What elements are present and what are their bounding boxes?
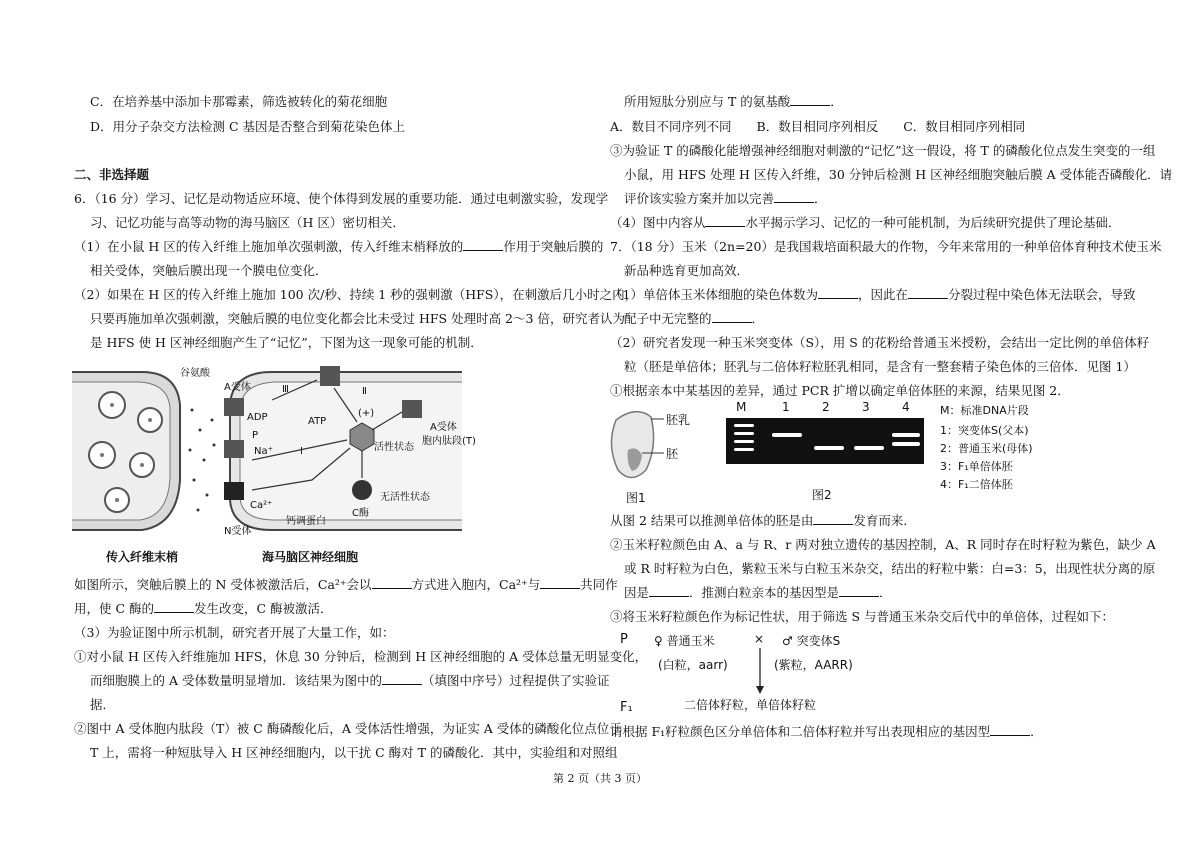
text-segment: 因是 — [624, 585, 650, 600]
answer-blank — [790, 94, 830, 106]
cross-times: × — [754, 632, 765, 646]
cross-male-genotype: (紫粒，AARR) — [774, 658, 853, 672]
section-heading: 二、非选择题 — [74, 167, 150, 182]
r-part3-line2: 小鼠，用 HFS 处理 H 区传入纤维，30 分钟后检测 H 区神经细胞突触后膜 A 受体能否磷酸化．请 — [624, 167, 1173, 182]
answer-blank — [990, 724, 1030, 736]
label-a-receptor: A受体 — [224, 382, 251, 393]
q7-part2-line3: ①根据亲本中某基因的差异，通过 PCR 扩增以确定单倍体胚的来源，结果见图 2． — [610, 383, 1070, 398]
text-segment: 方式进入胞内，Ca²⁺与 — [411, 577, 541, 592]
text-segment: 发生改变，C 酶被激活． — [194, 601, 333, 616]
text-segment: ． — [1030, 724, 1043, 739]
label-atp: ATP — [308, 416, 327, 427]
synapse-mechanism-figure — [72, 360, 476, 570]
cross-female-genotype: (白粒，aarr) — [658, 658, 728, 672]
marker-band — [734, 440, 754, 443]
lane-label-1: 1 — [782, 400, 790, 414]
q6-part3-2-line1: ②图中 A 受体胞内肽段（T）被 C 酶磷酸化后，A 受体活性增强，为证实 A 受体的磷酸化位点位于 — [74, 721, 622, 736]
caption-presynaptic: 传入纤维末梢 — [106, 550, 179, 564]
gel-legend-m: M：标准DNA片段 — [940, 404, 1029, 417]
label-process-i: Ⅰ — [300, 446, 303, 457]
label-endosperm: 胚乳 — [666, 413, 691, 427]
label-embryo: 胚 — [666, 447, 679, 461]
q7-color-line2: 或 R 时籽粒为白色，紫粒玉米与白粒玉米杂交，结出的籽粒中紫：白=3：5，出现性状分离的原 — [624, 561, 1156, 576]
figure-2-gel — [722, 398, 1142, 506]
answer-blank — [372, 577, 412, 589]
q6-part1-line2: 相关受体，突触后膜出现一个膜电位变化． — [90, 263, 328, 278]
answer-blank — [649, 585, 689, 597]
label-phosphate: P — [252, 430, 259, 441]
q6-part3-1-line3: 据． — [90, 697, 116, 712]
text-segment: 配子中无完整的 — [624, 311, 712, 326]
cross-p-label: P — [620, 632, 628, 647]
q6-part3-1-line1: ①对小鼠 H 区传入纤维施加 HFS，休息 30 分钟后，检测到 H 区神经细胞的 A 受体总量无明显变化， — [74, 649, 648, 664]
cross-f1-result: 二倍体籽粒，单倍体籽粒 — [684, 698, 817, 712]
label-inactive: 无活性状态 — [380, 492, 430, 503]
gel-legend-1: 1：突变体S(父本) — [940, 424, 1029, 437]
q6-part3: （3）为验证图中所示机制，研究者开展了大量工作，如： — [74, 625, 395, 640]
answer-blank — [705, 215, 745, 227]
q7-part2-line2: 粒（胚是单倍体；胚乳与二倍体籽粒胚乳相同，是含有一整套精子染色体的三倍体．见图 1） — [624, 359, 1136, 374]
label-n-receptor: N受体 — [224, 526, 252, 537]
figure-2-caption: 图2 — [812, 488, 832, 502]
lane2-band — [814, 446, 844, 450]
label-glutamate: 谷氨酸 — [180, 368, 210, 379]
text-segment: 用，使 C 酶的 — [74, 601, 155, 616]
option-d: D．用分子杂交方法检测 C 基因是否整合到菊花染色体上 — [90, 119, 406, 134]
label-process-iii: Ⅲ — [282, 384, 289, 395]
q6-answer-line1 — [74, 577, 618, 593]
q6-part2-line3: 是 HFS 使 H 区神经细胞产生了“记忆”，下图为这一现象可能的机制． — [90, 335, 483, 350]
label-peptide-t: 胞内肽段(T) — [422, 436, 476, 447]
q7-last-line — [610, 724, 1043, 740]
answer-blank — [908, 287, 948, 299]
q7-part2-line1: （2）研究者发现一种玉米突变体（S），用 S 的花粉给普通玉米授粉，会结出一定比例的单倍体籽 — [610, 335, 1150, 350]
r-line1 — [624, 94, 843, 110]
text-segment: ． — [830, 94, 843, 109]
text-segment: 发育而来． — [853, 513, 916, 528]
answer-blank — [774, 191, 814, 203]
answer-blank — [839, 585, 879, 597]
answer-blank — [463, 239, 503, 251]
gel-legend-2: 2：普通玉米(母体) — [940, 442, 1033, 455]
text-segment: （4）图中内容从 — [610, 215, 706, 230]
answer-blank — [382, 673, 422, 685]
page-footer: 第 2 页（共 3 页） — [553, 772, 647, 785]
r-part3-line3 — [624, 191, 827, 207]
answer-blank — [154, 601, 194, 613]
kernel-drawing — [606, 405, 706, 485]
q6-part3-2-line2: T 上，需将一种短肽导入 H 区神经细胞内，以干扰 C 酶对 T 的磷酸化．其中，实验组和对照组 — [90, 745, 618, 760]
gel-legend-3: 3：F₁单倍体胚 — [940, 460, 1013, 473]
answer-blank — [818, 287, 858, 299]
r-options: A．数目不同序列不同 B．数目相同序列相反 C．数目相同序列相同 — [610, 119, 1026, 134]
q6-stem-line2: 习、记忆功能与高等动物的海马脑区（H 区）密切相关． — [90, 215, 405, 230]
label-a-receptor-2: A受体 — [430, 422, 457, 433]
q7-color-line3 — [624, 585, 892, 601]
text-segment: 所用短肽分别应与 T 的氨基酸 — [624, 94, 791, 109]
lane4-band-upper — [892, 433, 920, 437]
text-segment: 评价该实验方案并加以完善 — [624, 191, 775, 206]
marker-band — [734, 432, 754, 435]
lane3-band — [854, 446, 884, 450]
cross-male: ♂ 突变体S — [782, 634, 841, 648]
text-segment: （1）单倍体玉米体细胞的染色体数为 — [610, 287, 818, 302]
answer-blank — [813, 513, 853, 525]
q7-stem-line1: 7．（18 分）玉米（2n=20）是我国栽培面积最大的作物，今年来常用的一种单倍体育种技术使玉米 — [610, 239, 1162, 254]
text-segment: 水平揭示学习、记忆的一种可能机制，为后续研究提供了理论基础． — [745, 215, 1121, 230]
text-segment: ． — [879, 585, 892, 600]
r-part3-line1: ③为验证 T 的磷酸化能增强神经细胞对刺激的“记忆”这一假设，将 T 的磷酸化位点发生突变的一组 — [610, 143, 1156, 158]
q7-stem-line2: 新品种选育更加高效． — [624, 263, 750, 278]
text-segment: 共同作 — [580, 577, 618, 592]
answer-blank — [712, 311, 752, 323]
lane4-band-lower — [892, 442, 920, 446]
label-calmodulin: 钙调蛋白 — [286, 516, 326, 527]
cross-f1-label: F₁ — [620, 700, 633, 715]
text-segment: 从图 2 结果可以推测单倍体的胚是由 — [610, 513, 814, 528]
text-segment: ． — [814, 191, 827, 206]
lane-label-m: M — [736, 400, 747, 414]
label-active: 活性状态 — [374, 442, 414, 453]
q6-part2-line2: 只要再施加单次强刺激，突触后膜的电位变化都会比未受过 HFS 处理时高 2～3 倍，研究者认为 — [90, 311, 625, 326]
text-segment: （1）在小鼠 H 区的传入纤维上施加单次强刺激，传入纤维末梢释放的 — [74, 239, 464, 254]
figure-1-caption: 图1 — [626, 491, 646, 505]
q6-part1-line1 — [74, 239, 603, 255]
text-segment: 分裂过程中染色体无法联会，导致 — [947, 287, 1136, 302]
q7-gel-answer — [610, 513, 916, 529]
r-part4 — [610, 215, 1120, 231]
lane-label-2: 2 — [822, 400, 830, 414]
text-segment: ，因此在 — [857, 287, 908, 302]
label-adp: ADP — [247, 412, 268, 423]
lane-label-3: 3 — [862, 400, 870, 414]
q6-part3-1-line2 — [90, 673, 610, 689]
text-segment: 如图所示，突触后膜上的 N 受体被激活后，Ca²⁺会以 — [74, 577, 372, 592]
cross-diagram — [614, 628, 1054, 714]
cross-arrow — [750, 646, 770, 696]
q7-part1-line2 — [624, 311, 764, 327]
marker-band — [734, 448, 754, 451]
q7-part1-line1 — [610, 287, 1136, 303]
q7-selection-line: ③将玉米籽粒颜色作为标记性状，用于筛选 S 与普通玉米杂交后代中的单倍体，过程如下： — [610, 609, 1115, 624]
figure-1-kernel — [606, 405, 706, 505]
label-plus: (+) — [358, 408, 375, 419]
text-segment: 而细胞膜上的 A 受体数量明显增加．该结果为图中的 — [90, 673, 382, 688]
text-segment: ． — [751, 311, 765, 326]
gel-legend-4: 4：F₁二倍体胚 — [940, 478, 1013, 491]
lane-label-4: 4 — [902, 400, 910, 414]
option-c: C．在培养基中添加卡那霉素，筛选被转化的菊花细胞 — [90, 94, 388, 109]
caption-postsynaptic: 海马脑区神经细胞 — [262, 550, 359, 564]
label-ca: Ca²⁺ — [250, 500, 273, 511]
text-segment: ．推测白粒亲本的基因型是 — [689, 585, 840, 600]
cross-female: ♀ 普通玉米 — [654, 634, 715, 648]
lane1-band — [772, 433, 802, 437]
q6-answer-line2 — [74, 601, 333, 617]
text-segment: （填图中序号）过程提供了实验证 — [421, 673, 610, 688]
answer-blank — [540, 577, 580, 589]
q7-color-line1: ②玉米籽粒颜色由 A、a 与 R、r 两对独立遗传的基因控制，A、R 同时存在时籽粒为紫色，缺少 A — [610, 537, 1156, 552]
q6-part2-line1: （2）如果在 H 区的传入纤维上施加 100 次/秒、持续 1 秒的强刺激（HFS），在刺激后几小时之内， — [74, 287, 638, 302]
label-process-ii: Ⅱ — [362, 386, 367, 397]
gel-image — [726, 418, 924, 464]
label-c-enzyme: C酶 — [352, 508, 369, 519]
label-na: Na⁺ — [254, 446, 273, 457]
marker-band — [734, 424, 754, 427]
q6-stem-line1: 6．（16 分）学习、记忆是动物适应环境、使个体得到发展的重要功能．通过电刺激实验，发现学 — [74, 191, 609, 206]
text-segment: 作用于突触后膜的 — [503, 239, 604, 254]
text-segment: 请根据 F₁籽粒颜色区分单倍体和二倍体籽粒并写出表现相应的基因型 — [610, 724, 991, 739]
